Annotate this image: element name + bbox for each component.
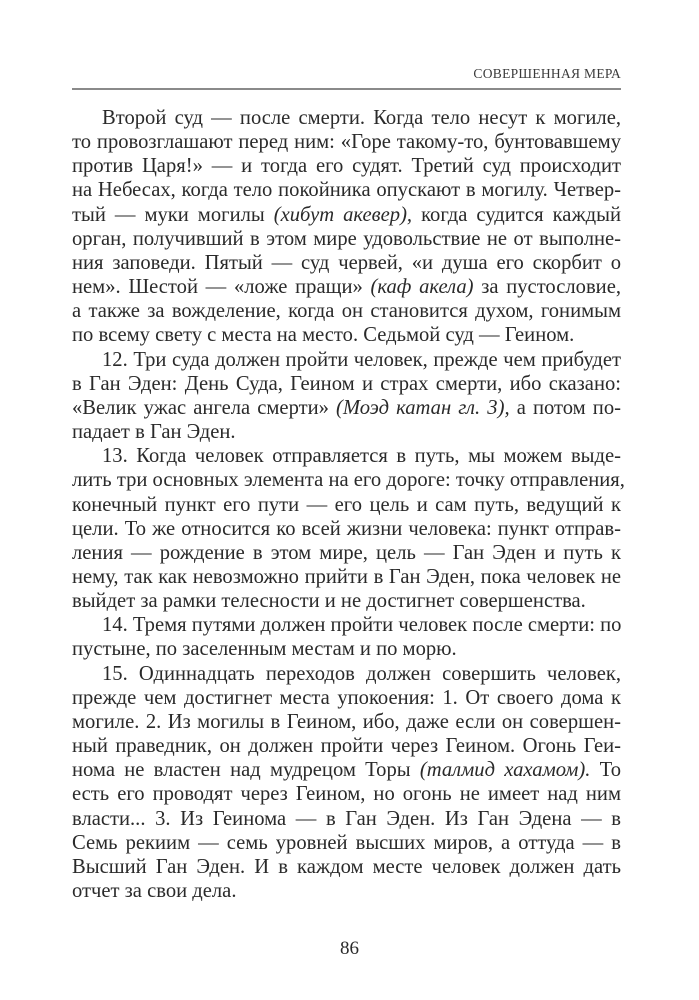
- text-segment: тый — муки могилы: [72, 203, 274, 226]
- text-line: 14. Тремя путями должен пройти человек после смерти: по: [102, 614, 622, 637]
- text-line: 13. Когда человек отправляется в путь, мы можем выде-: [102, 445, 621, 468]
- text-line: нему, так как невозможно прийти в Ган Эден, пока человек не: [72, 565, 621, 588]
- text-line: на Небесах, когда тело покойника опускают в могилу. Четвер-: [72, 179, 621, 202]
- text-segment: нем». Шестой — «ложе пращи»: [72, 276, 371, 299]
- text-line: Семь рекиим — семь уровней высших миров, а оттуда — в: [72, 831, 621, 854]
- header-rule: [72, 88, 621, 90]
- text-line: против Царя!» — и тогда его судят. Третий суд происходит: [72, 155, 621, 178]
- text-line: 15. Одиннадцать переходов должен совершить человек,: [102, 662, 621, 685]
- text-line: то провозглашают перед ним: «Горе такому-то, бунтовавшему: [72, 131, 621, 154]
- italic-term: (Моэд катан гл. 3),: [336, 396, 510, 419]
- italic-term: (талмид хахамом).: [419, 759, 591, 782]
- text-line: в Ган Эден: День Суда, Геином и страх смерти, ибо сказано:: [72, 372, 621, 395]
- running-head: СОВЕРШЕННАЯ МЕРА: [473, 66, 621, 81]
- text-line: [72, 203, 621, 227]
- body-text: [72, 106, 625, 903]
- text-line: прежде чем достигнет места упокоения: 1. От своего дома к: [72, 686, 621, 709]
- text-line: [72, 396, 621, 420]
- text-line: [72, 275, 621, 299]
- text-line: ный праведник, он должен пройти через Геином. Огонь Геи-: [72, 735, 621, 758]
- text-segment: за пустословие,: [473, 276, 621, 299]
- italic-term: (хибут акевер),: [273, 203, 413, 226]
- text-line: 12. Три суда должен пройти человек, прежде чем прибудет: [102, 348, 621, 371]
- text-line: выйдет за рамки телесности и не достигнет совершенства.: [72, 590, 586, 613]
- text-line: Второй суд — после смерти. Когда тело несут к могиле,: [102, 107, 621, 129]
- text-segment: «Велик ужас ангела смерти»: [72, 396, 337, 419]
- text-line: ния заповеди. Пятый — суд червей, «и душа его скорбит о: [72, 251, 621, 274]
- text-line: падает в Ган Эден.: [72, 421, 236, 444]
- text-line: Высший Ган Эден. И в каждом месте человек должен дать: [72, 855, 621, 878]
- text-line: цели. То же относится ко всей жизни человека: пункт отправ-: [72, 517, 621, 540]
- text-segment: То: [590, 759, 621, 782]
- text-segment: когда судится каждый: [412, 203, 622, 226]
- text-line: пустыне, по заселенным местам и по морю.: [72, 638, 457, 661]
- text-line: отчет за свои дела.: [72, 880, 237, 902]
- text-line: конечный пункт его пути — его цель и сам путь, ведущий к: [72, 493, 621, 516]
- text-line: орган, получивший в этом мире удовольствие не от выполне-: [72, 227, 621, 250]
- text-line: [72, 758, 621, 782]
- text-line: а также за вожделение, когда он становится духом, гонимым: [72, 300, 621, 323]
- text-line: по всему свету с места на место. Седьмой суд — Геином.: [72, 324, 575, 347]
- italic-term: (каф акела): [370, 276, 474, 299]
- text-segment: нома не властен над мудрецом Торы: [72, 759, 420, 782]
- text-segment: а потом по-: [509, 396, 621, 419]
- text-line: могиле. 2. Из могилы в Геином, ибо, даже если он совершен-: [72, 710, 621, 733]
- text-line: власти... 3. Из Геинома — в Ган Эден. Из Ган Эдена — в: [72, 807, 621, 830]
- text-line: есть его проводят через Геином, но огонь не имеет над ним: [72, 783, 621, 806]
- text-line: ления — рождение в этом мире, цель — Ган Эден и путь к: [72, 541, 621, 564]
- text-line: лить три основных элемента на его дороге: точку отправления,: [72, 469, 625, 492]
- page-number: 86: [340, 938, 359, 959]
